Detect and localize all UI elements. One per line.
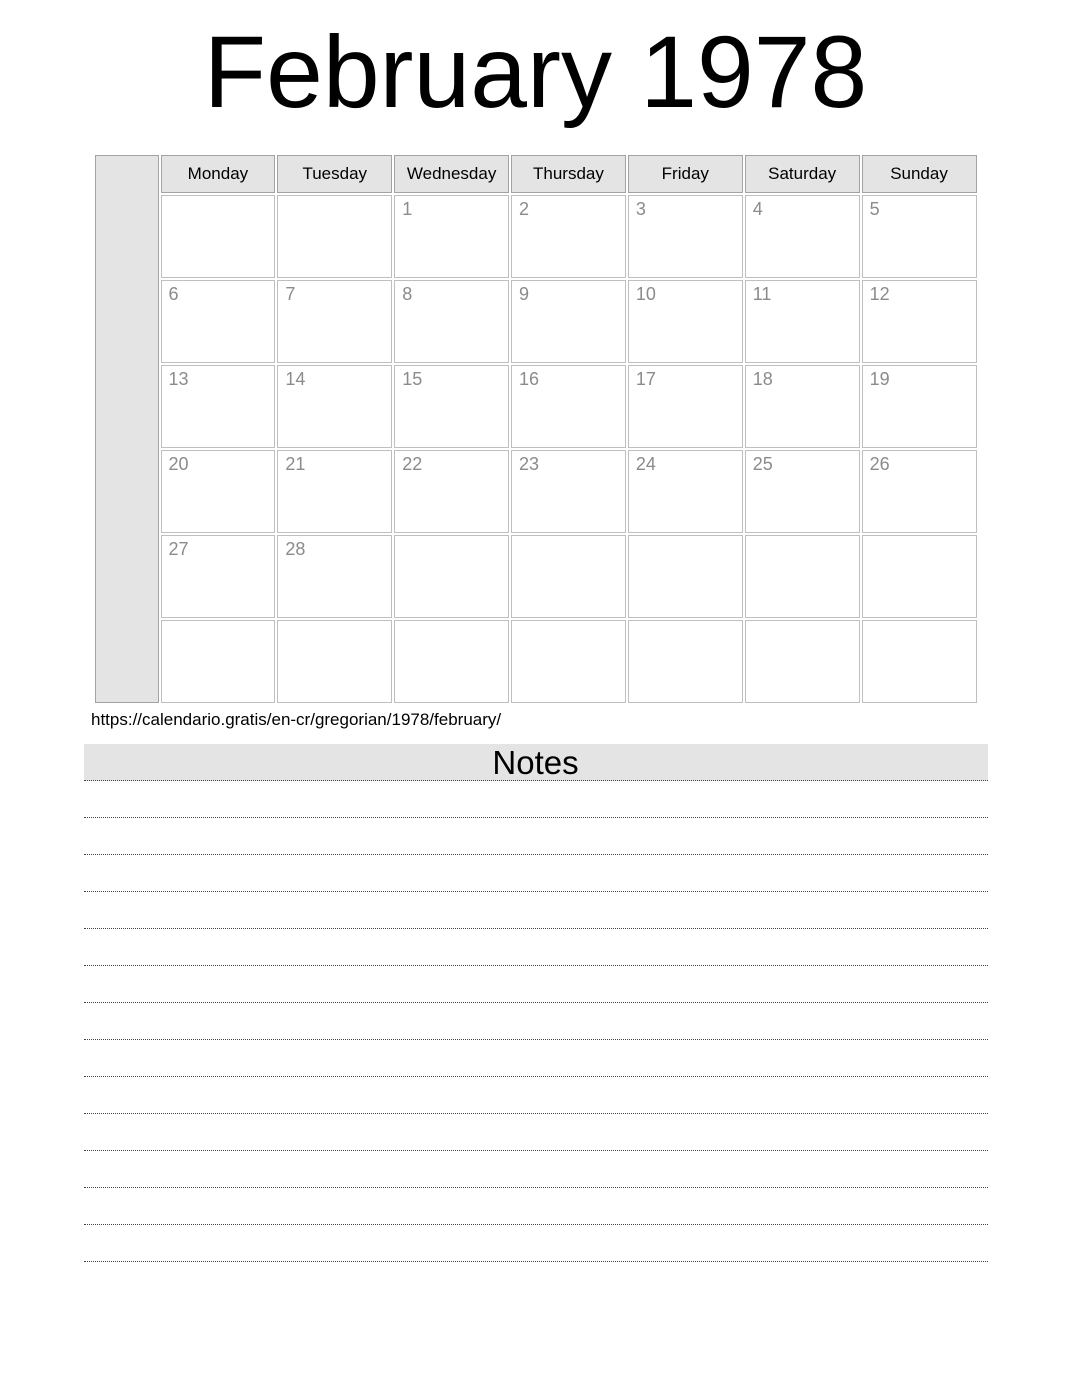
day-cell: 23 bbox=[511, 450, 626, 533]
note-line bbox=[84, 966, 988, 1003]
calendar-left-gutter bbox=[95, 155, 159, 703]
day-cell: 9 bbox=[511, 280, 626, 363]
day-cell bbox=[862, 620, 977, 703]
day-cell bbox=[394, 535, 509, 618]
note-line bbox=[84, 892, 988, 929]
weekday-header-friday: Friday bbox=[628, 155, 743, 193]
day-cell bbox=[628, 620, 743, 703]
day-cell: 18 bbox=[745, 365, 860, 448]
day-cell: 24 bbox=[628, 450, 743, 533]
day-cell: 28 bbox=[277, 535, 392, 618]
day-cell bbox=[745, 535, 860, 618]
note-line bbox=[84, 1040, 988, 1077]
weekday-header-thursday: Thursday bbox=[511, 155, 626, 193]
day-cell: 11 bbox=[745, 280, 860, 363]
day-cell: 2 bbox=[511, 195, 626, 278]
note-line bbox=[84, 781, 988, 818]
week-row bbox=[95, 195, 977, 278]
day-cell: 12 bbox=[862, 280, 977, 363]
week-row bbox=[95, 535, 977, 618]
day-cell: 27 bbox=[161, 535, 276, 618]
note-line bbox=[84, 1003, 988, 1040]
note-line bbox=[84, 818, 988, 855]
day-cell: 15 bbox=[394, 365, 509, 448]
day-cell: 17 bbox=[628, 365, 743, 448]
week-row bbox=[95, 365, 977, 448]
day-cell: 16 bbox=[511, 365, 626, 448]
note-line bbox=[84, 1151, 988, 1188]
day-cell bbox=[628, 535, 743, 618]
day-cell: 7 bbox=[277, 280, 392, 363]
day-cell: 4 bbox=[745, 195, 860, 278]
note-line bbox=[84, 1188, 988, 1225]
day-cell bbox=[277, 195, 392, 278]
note-line bbox=[84, 1114, 988, 1151]
day-cell bbox=[511, 620, 626, 703]
day-cell: 19 bbox=[862, 365, 977, 448]
weekday-header-saturday: Saturday bbox=[745, 155, 860, 193]
weekday-header-tuesday: Tuesday bbox=[277, 155, 392, 193]
day-cell: 6 bbox=[161, 280, 276, 363]
day-cell: 8 bbox=[394, 280, 509, 363]
day-cell bbox=[161, 620, 276, 703]
day-cell bbox=[745, 620, 860, 703]
note-line bbox=[84, 929, 988, 966]
day-cell bbox=[277, 620, 392, 703]
weekday-header-row bbox=[95, 155, 977, 193]
day-cell: 21 bbox=[277, 450, 392, 533]
page-title: February 1978 bbox=[203, 15, 868, 129]
day-cell bbox=[862, 535, 977, 618]
weekday-header-wednesday: Wednesday bbox=[394, 155, 509, 193]
notes-lines bbox=[84, 781, 988, 1262]
day-cell: 13 bbox=[161, 365, 276, 448]
note-line bbox=[84, 855, 988, 892]
note-line bbox=[84, 1077, 988, 1114]
day-cell: 14 bbox=[277, 365, 392, 448]
notes-header: Notes bbox=[84, 744, 988, 781]
week-row bbox=[95, 450, 977, 533]
calendar-table bbox=[93, 153, 979, 705]
day-cell: 5 bbox=[862, 195, 977, 278]
day-cell: 3 bbox=[628, 195, 743, 278]
day-cell: 10 bbox=[628, 280, 743, 363]
note-line bbox=[84, 1225, 988, 1262]
day-cell bbox=[394, 620, 509, 703]
weekday-header-sunday: Sunday bbox=[862, 155, 977, 193]
day-cell bbox=[161, 195, 276, 278]
day-cell: 22 bbox=[394, 450, 509, 533]
source-url: https://calendario.gratis/en-cr/gregorian/1978/february/ bbox=[91, 710, 502, 730]
week-row bbox=[95, 620, 977, 703]
day-cell: 1 bbox=[394, 195, 509, 278]
day-cell: 26 bbox=[862, 450, 977, 533]
week-row bbox=[95, 280, 977, 363]
weekday-header-monday: Monday bbox=[161, 155, 276, 193]
day-cell: 20 bbox=[161, 450, 276, 533]
day-cell: 25 bbox=[745, 450, 860, 533]
day-cell bbox=[511, 535, 626, 618]
